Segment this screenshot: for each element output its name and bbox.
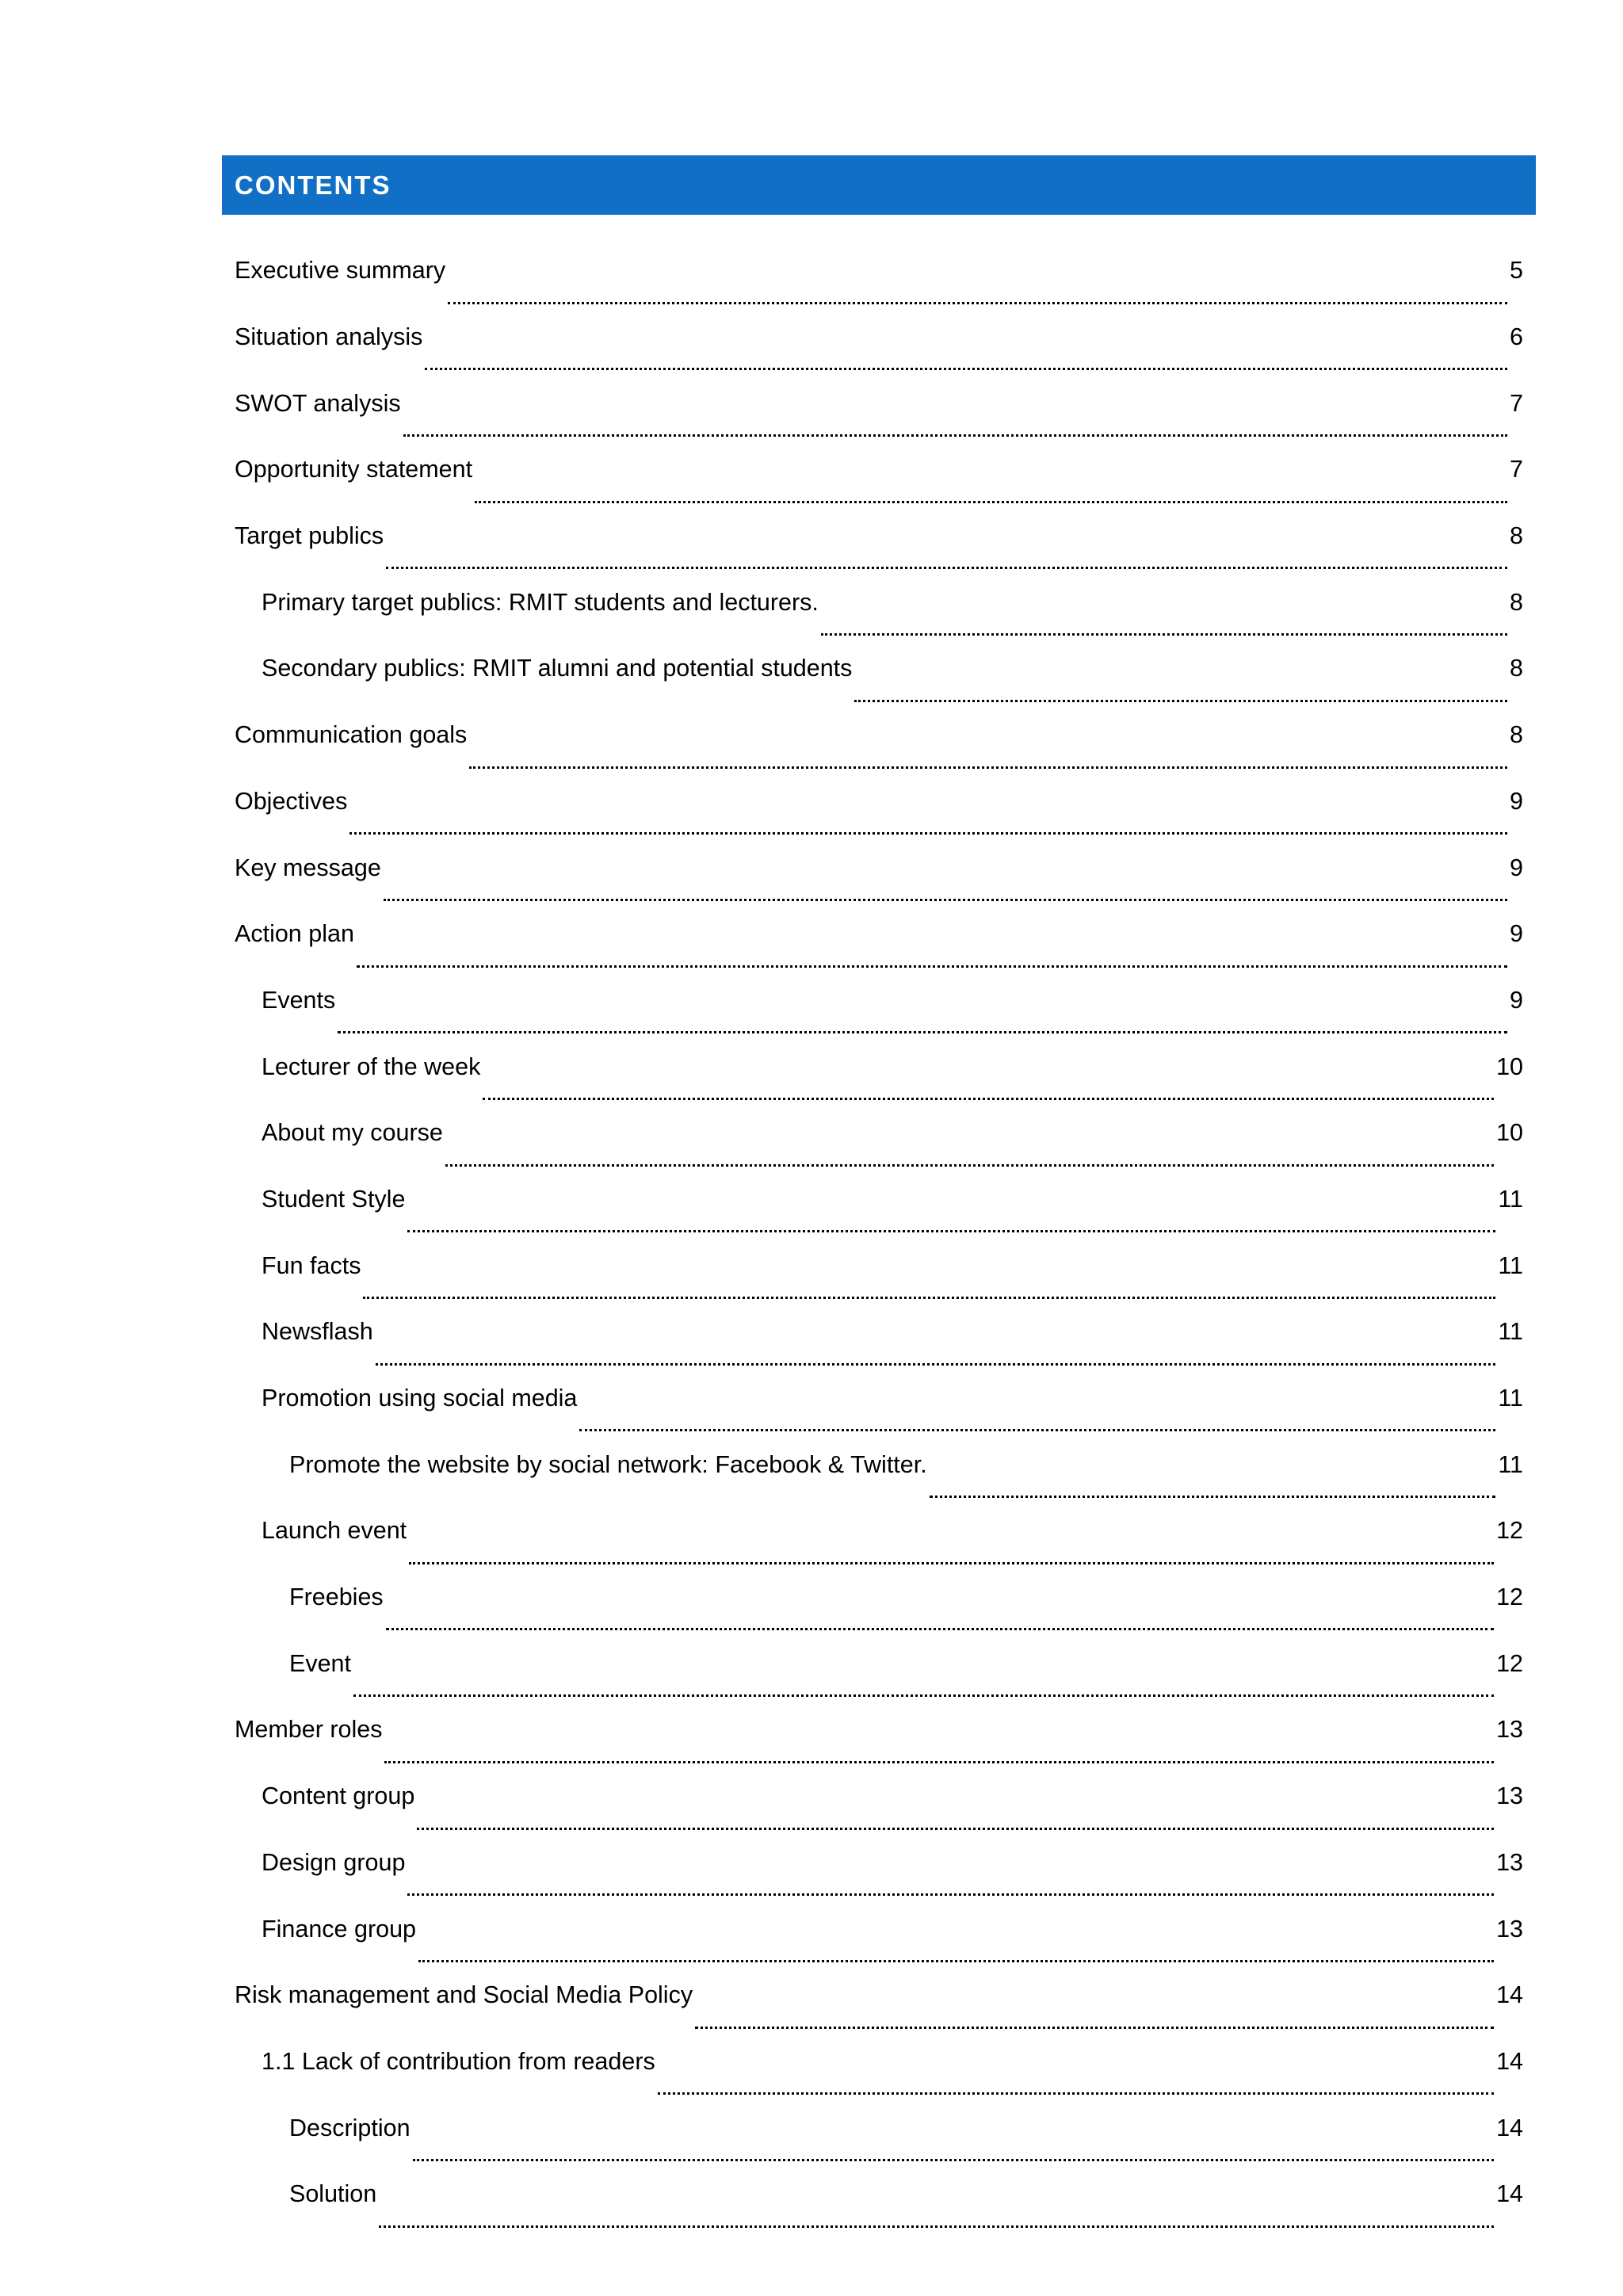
toc-dot-leader bbox=[448, 270, 1507, 304]
toc-entry-title[interactable]: Launch event bbox=[262, 1517, 407, 1545]
toc-entry-title[interactable]: Event bbox=[289, 1649, 351, 1677]
toc-entry-title[interactable]: Situation analysis bbox=[235, 323, 423, 351]
toc-entry-title[interactable]: Executive summary bbox=[235, 257, 446, 285]
toc-entry-page-number[interactable]: 14 bbox=[1496, 2047, 1523, 2075]
toc-entry-page-number[interactable]: 10 bbox=[1496, 1052, 1523, 1080]
toc-entry-page-number[interactable]: 11 bbox=[1498, 1385, 1523, 1412]
toc-entry[interactable] bbox=[235, 238, 1523, 304]
toc-dot-leader bbox=[376, 1331, 1496, 1366]
table-of-contents bbox=[235, 238, 1523, 2228]
toc-entry-page-number[interactable]: 8 bbox=[1510, 655, 1523, 682]
toc-dot-leader bbox=[407, 1198, 1495, 1232]
toc-entry[interactable] bbox=[235, 304, 1523, 371]
toc-entry-title[interactable]: Promotion using social media bbox=[262, 1385, 578, 1412]
toc-dot-leader bbox=[579, 1397, 1495, 1431]
toc-entry[interactable] bbox=[235, 1697, 1523, 1763]
toc-entry-page-number[interactable]: 7 bbox=[1510, 389, 1523, 417]
toc-entry[interactable] bbox=[235, 835, 1523, 901]
toc-entry-title[interactable]: About my course bbox=[262, 1119, 443, 1147]
toc-dot-leader bbox=[384, 867, 1507, 901]
toc-entry-title[interactable]: 1.1 Lack of contribution from readers bbox=[262, 2047, 655, 2075]
toc-entry-page-number[interactable]: 5 bbox=[1510, 257, 1523, 285]
toc-dot-leader bbox=[386, 1596, 1494, 1630]
toc-entry-page-number[interactable]: 8 bbox=[1510, 721, 1523, 749]
toc-entry-title[interactable]: Key message bbox=[235, 854, 381, 881]
toc-dot-leader bbox=[418, 1928, 1494, 1962]
toc-entry-page-number[interactable]: 8 bbox=[1510, 588, 1523, 616]
toc-entry-title[interactable]: Opportunity statement bbox=[235, 456, 473, 483]
toc-dot-leader bbox=[445, 1133, 1494, 1167]
toc-entry-page-number[interactable]: 9 bbox=[1510, 787, 1523, 815]
toc-entry-page-number[interactable]: 9 bbox=[1510, 986, 1523, 1014]
toc-entry-page-number[interactable]: 12 bbox=[1496, 1517, 1523, 1545]
toc-dot-leader bbox=[425, 336, 1507, 370]
toc-entry-page-number[interactable]: 10 bbox=[1496, 1119, 1523, 1147]
toc-dot-leader bbox=[386, 535, 1507, 569]
toc-entry[interactable] bbox=[235, 1564, 1523, 1631]
toc-entry-title[interactable]: Description bbox=[289, 2114, 411, 2141]
toc-entry-title[interactable]: Primary target publics: RMIT students and lecturers. bbox=[262, 588, 819, 616]
toc-entry-title[interactable]: Lecturer of the week bbox=[262, 1052, 481, 1080]
toc-dot-leader bbox=[338, 999, 1507, 1033]
toc-entry[interactable] bbox=[235, 1498, 1523, 1564]
toc-dot-leader bbox=[475, 469, 1507, 503]
toc-entry[interactable] bbox=[235, 901, 1523, 968]
toc-entry-title[interactable]: Target publics bbox=[235, 522, 384, 550]
toc-entry[interactable] bbox=[235, 2161, 1523, 2228]
toc-dot-leader bbox=[413, 2127, 1495, 2161]
toc-entry[interactable] bbox=[235, 437, 1523, 503]
toc-entry[interactable] bbox=[235, 503, 1523, 570]
toc-entry[interactable] bbox=[235, 1100, 1523, 1167]
toc-entry-page-number[interactable]: 12 bbox=[1496, 1649, 1523, 1677]
toc-entry-page-number[interactable]: 13 bbox=[1496, 1915, 1523, 1943]
toc-entry-title[interactable]: Design group bbox=[262, 1848, 406, 1876]
toc-entry-page-number[interactable]: 14 bbox=[1496, 2180, 1523, 2208]
toc-entry-page-number[interactable]: 14 bbox=[1496, 2114, 1523, 2141]
toc-entry-title[interactable]: Freebies bbox=[289, 1584, 384, 1611]
toc-entry-page-number[interactable]: 13 bbox=[1496, 1782, 1523, 1810]
toc-dot-leader bbox=[379, 2194, 1494, 2228]
toc-dot-leader bbox=[417, 1796, 1494, 1830]
toc-dot-leader bbox=[854, 668, 1507, 702]
toc-dot-leader bbox=[821, 602, 1507, 636]
toc-entry[interactable] bbox=[235, 1232, 1523, 1299]
toc-entry-title[interactable]: Action plan bbox=[235, 920, 354, 948]
toc-entry-title[interactable]: Member roles bbox=[235, 1716, 383, 1744]
toc-entry-title[interactable]: Student Style bbox=[262, 1185, 406, 1213]
toc-entry[interactable] bbox=[235, 1830, 1523, 1897]
toc-entry[interactable] bbox=[235, 1896, 1523, 1962]
toc-entry-page-number[interactable]: 11 bbox=[1498, 1185, 1523, 1213]
contents-heading: CONTENTS bbox=[235, 170, 391, 200]
toc-dot-leader bbox=[403, 403, 1507, 437]
toc-entry-page-number[interactable]: 13 bbox=[1496, 1716, 1523, 1744]
toc-entry-title[interactable]: Fun facts bbox=[262, 1251, 361, 1279]
toc-entry-title[interactable]: SWOT analysis bbox=[235, 389, 401, 417]
toc-entry-title[interactable]: Finance group bbox=[262, 1915, 416, 1943]
toc-dot-leader bbox=[353, 1663, 1494, 1697]
toc-entry-page-number[interactable]: 11 bbox=[1498, 1450, 1523, 1478]
toc-entry-page-number[interactable]: 12 bbox=[1496, 1584, 1523, 1611]
contents-heading-bar bbox=[222, 155, 1536, 215]
toc-dot-leader bbox=[469, 735, 1507, 769]
toc-entry[interactable] bbox=[235, 1299, 1523, 1366]
toc-dot-leader bbox=[695, 1995, 1494, 2029]
toc-entry-title[interactable]: Secondary publics: RMIT alumni and potential students bbox=[262, 655, 853, 682]
toc-dot-leader bbox=[483, 1066, 1494, 1100]
toc-dot-leader bbox=[658, 2061, 1494, 2095]
toc-entry-title[interactable]: Risk management and Social Media Policy bbox=[235, 1981, 693, 2009]
toc-dot-leader bbox=[930, 1464, 1496, 1498]
toc-entry-title[interactable]: Communication goals bbox=[235, 721, 468, 749]
toc-entry-page-number[interactable]: 11 bbox=[1498, 1318, 1523, 1346]
toc-entry-page-number[interactable]: 13 bbox=[1496, 1848, 1523, 1876]
toc-entry[interactable] bbox=[235, 1431, 1523, 1498]
toc-entry-page-number[interactable]: 11 bbox=[1498, 1251, 1523, 1279]
toc-dot-leader bbox=[357, 934, 1507, 968]
toc-entry-title[interactable]: Newsflash bbox=[262, 1318, 373, 1346]
toc-entry[interactable] bbox=[235, 769, 1523, 835]
toc-entry[interactable] bbox=[235, 968, 1523, 1034]
toc-dot-leader bbox=[407, 1862, 1494, 1896]
toc-entry-page-number[interactable]: 9 bbox=[1510, 920, 1523, 948]
toc-dot-leader bbox=[363, 1265, 1495, 1299]
toc-entry[interactable] bbox=[235, 1366, 1523, 1432]
toc-entry-title[interactable]: Objectives bbox=[235, 787, 348, 815]
toc-entry[interactable] bbox=[235, 569, 1523, 636]
toc-entry-page-number[interactable]: 7 bbox=[1510, 456, 1523, 483]
toc-entry[interactable] bbox=[235, 1763, 1523, 1830]
toc-entry-title[interactable]: Events bbox=[262, 986, 336, 1014]
toc-entry-title[interactable]: Solution bbox=[289, 2180, 377, 2208]
toc-entry[interactable] bbox=[235, 1630, 1523, 1697]
toc-entry[interactable] bbox=[235, 2095, 1523, 2161]
toc-entry-page-number[interactable]: 6 bbox=[1510, 323, 1523, 351]
toc-entry[interactable] bbox=[235, 370, 1523, 437]
toc-dot-leader bbox=[409, 1530, 1494, 1564]
toc-entry[interactable] bbox=[235, 636, 1523, 702]
toc-entry-page-number[interactable]: 14 bbox=[1496, 1981, 1523, 2009]
toc-entry[interactable] bbox=[235, 1167, 1523, 1233]
toc-entry[interactable] bbox=[235, 1033, 1523, 1100]
toc-entry-page-number[interactable]: 8 bbox=[1510, 522, 1523, 550]
toc-dot-leader bbox=[384, 1729, 1494, 1763]
toc-entry-title[interactable]: Promote the website by social network: Facebook & Twitter. bbox=[289, 1450, 927, 1478]
toc-entry[interactable] bbox=[235, 702, 1523, 769]
toc-dot-leader bbox=[349, 800, 1507, 835]
toc-entry-page-number[interactable]: 9 bbox=[1510, 854, 1523, 881]
toc-entry[interactable] bbox=[235, 1962, 1523, 2029]
toc-entry[interactable] bbox=[235, 2029, 1523, 2095]
toc-entry-title[interactable]: Content group bbox=[262, 1782, 415, 1810]
